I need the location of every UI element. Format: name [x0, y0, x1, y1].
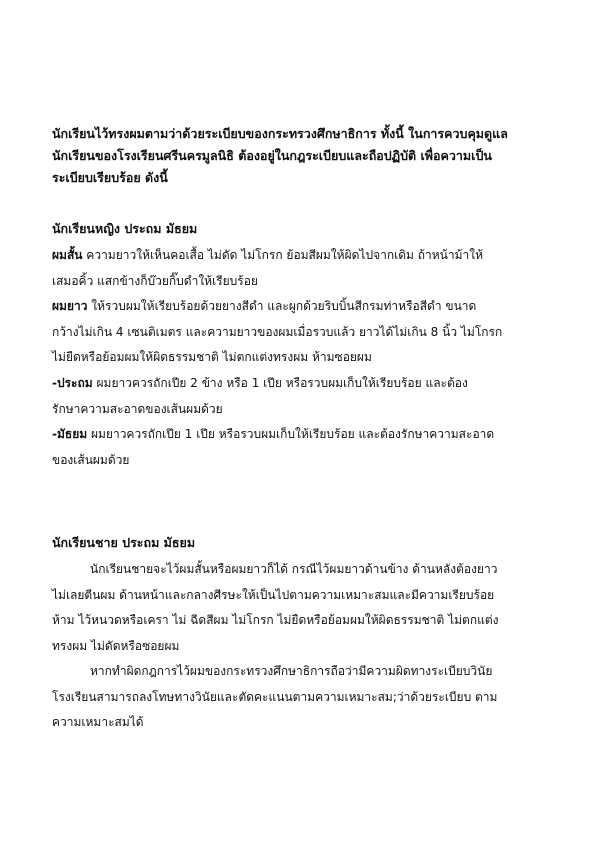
rule-line — [52, 371, 582, 397]
rule-line: รักษาความสะอาดของเส้นผมด้วย — [52, 401, 223, 416]
rule-line — [52, 243, 582, 269]
rule-line: เสมอคิ้ว แสกข้างก็บ๊วยกิ๊บดำให้เรียบร้อย — [52, 273, 258, 288]
intro-line: นักเรียนไว้ทรงผมตามว่าด้วยระเบียบของกระทรวงศึกษาธิการ ทั้งนี้ ในการควบคุมดูแล — [52, 126, 508, 141]
rule-text: ให้รวบผมให้เรียบร้อยด้วยยางสีดำ และผูกด้วยริบบิ้นสีกรมท่าหรือสีดำ ขนาด — [91, 299, 477, 313]
rule-term: ผมสั้น — [52, 248, 83, 262]
rule-line: ห้าม ไว้หนวดหรือเครา ไม่ ฉีดสีผม ไม่โกรก ไม่ยืดหรือย้อมผมให้ผิดธรรมชาติ ไม่ตกแต่ง — [52, 613, 499, 627]
rule-line — [52, 422, 582, 448]
male-rules — [52, 557, 582, 736]
intro-line: นักเรียนของโรงเรียนศรีนครมูลนิธิ ต้องอยู่ในกฎระเบียบและถือปฏิบัติ เพื่อความเป็น — [52, 148, 492, 163]
rule-text: ความยาวให้เห็นคอเสื้อ ไม่ดัด ไม่โกรก ย้อมสีผมให้ผิดไปจากเดิม ถ้าหน้าม้าให้ — [86, 248, 483, 262]
rule-text: ผมยาวควรถักเปีย 1 เปีย หรือรวบผมเก็บให้เรียบร้อย และต้องรักษาความสะอาด — [90, 427, 495, 441]
rule-line: ทรงผม ไม่ดัดหรือซอยผม — [52, 638, 180, 653]
rule-line: กว้างไม่เกิน 4 เซนติเมตร และความยาวของผมเมื่อรวบแล้ว ยาวได้ไม่เกิน 8 นิ้ว ไม่โกรก — [52, 324, 503, 339]
rule-term: ผมยาว — [52, 299, 88, 313]
rule-line: โรงเรียนสามารถลงโทษทางวินัยและตัดคะแนนตามความเหมาะสม;ว่าด้วยระเบียบ ตาม — [52, 689, 498, 704]
intro-line: ระเบียบเรียบร้อย ดังนี้ — [52, 170, 168, 185]
rule-line: นักเรียนชายจะไว้ผมสั้นหรือผมยาวก็ได้ กรณีไว้ผมยาวด้านข้าง ด้านหลังต้องยาว — [90, 562, 498, 576]
rule-term: -ประถม — [52, 376, 93, 390]
rule-line: หากทำผิดกฎการไว้ผมของกระทรวงศึกษาธิการถือว่ามีความผิดทางระเบียบวินัย — [90, 664, 493, 678]
intro-paragraph — [52, 123, 572, 189]
male-students-heading: นักเรียนชาย ประถม มัธยม — [52, 535, 196, 550]
rule-line — [52, 294, 582, 320]
rule-text: ผมยาวควรถักเปีย 2 ข้าง หรือ 1 เปีย หรือรวบผมเก็บให้เรียบร้อย และต้อง — [96, 376, 468, 390]
rule-line: ของเส้นผมด้วย — [52, 452, 130, 467]
female-short-hair-rule — [52, 243, 582, 371]
rule-line: ไม่เลยตีนผม ด้านหน้าและกลางศีรษะให้เป็นไปตามความเหมาะสมและมีความเรียบร้อย — [52, 587, 495, 602]
rule-term: -มัธยม — [52, 427, 88, 441]
female-students-heading: นักเรียนหญิง ประถม มัธยม — [52, 221, 198, 236]
level-rules — [52, 371, 582, 473]
rule-line: ไม่ยืดหรือย้อมผมให้ผิดธรรมชาติ ไม่ตกแต่งทรงผม ห้ามซอยผม — [52, 350, 372, 364]
rule-line: ความเหมาะสมได้ — [52, 715, 144, 729]
